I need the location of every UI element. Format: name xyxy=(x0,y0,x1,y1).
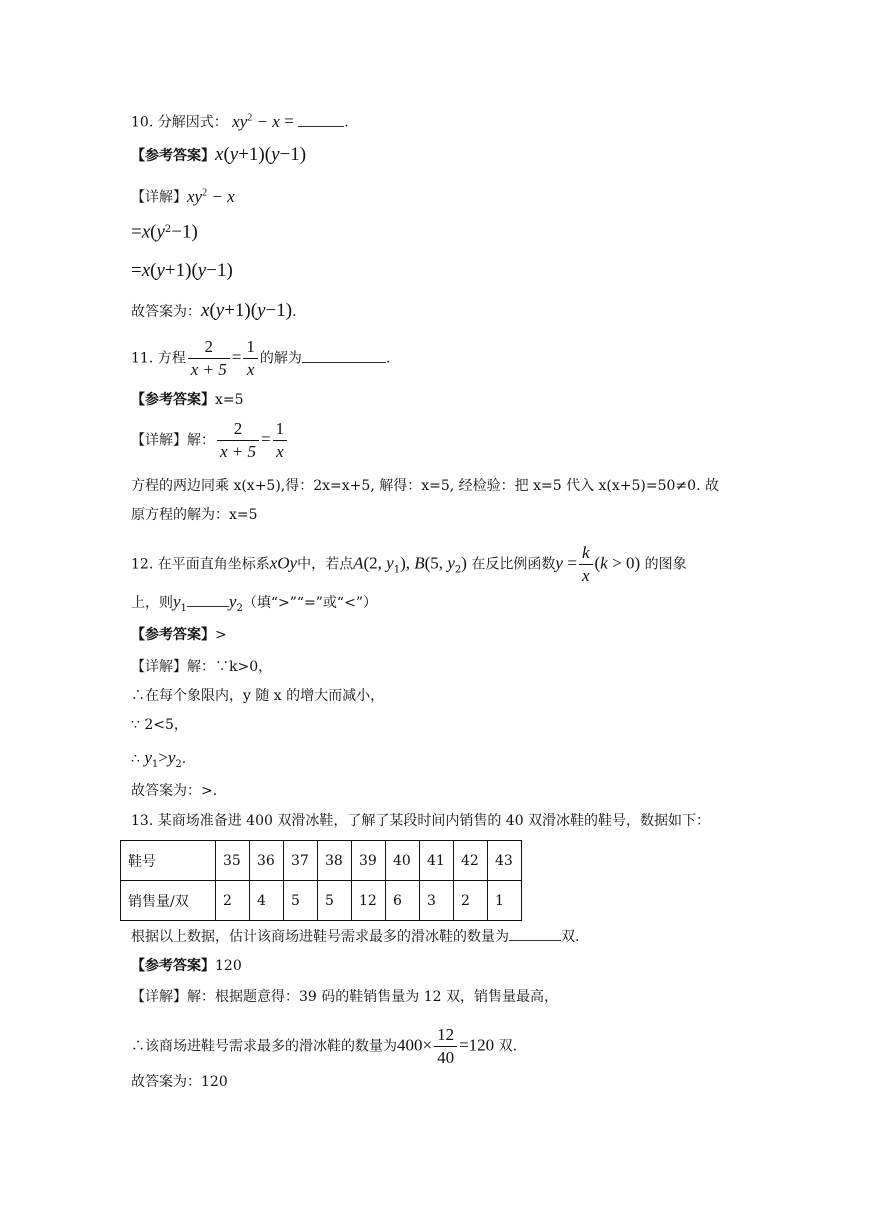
table-row xyxy=(121,841,522,881)
q10-conclusion: 故答案为：x(y+1)(y−1). xyxy=(131,300,297,321)
q11-detail-text: 方程的两边同乘 x(x+5),得：2x=x+5, 解得：x=5, 经检验：把 x=5 代入 x(x+5)=50≠0. 故 xyxy=(131,478,719,494)
q10-stem: 10. 分解因式： $xy^2 - x$ = . xyxy=(131,111,349,131)
table-cell: 6 xyxy=(386,881,420,921)
table-cell: 4 xyxy=(250,881,284,921)
q13-detail1: 【详解】解：根据题意得：39 码的鞋销售量为 12 双，销售量最高， xyxy=(131,989,558,1005)
table-cell: 1 xyxy=(488,881,522,921)
table-cell: 3 xyxy=(420,881,454,921)
q13-question: 根据以上数据，估计该商场进鞋号需求最多的滑冰鞋的数量为 双. xyxy=(131,926,579,947)
answer-blank xyxy=(302,348,386,363)
q11-detail-text2: 原方程的解为：x=5 xyxy=(131,507,258,523)
answer-blank xyxy=(298,112,344,127)
q12-answer: 【参考答案】> xyxy=(131,627,227,643)
q13-conclusion: 故答案为：120 xyxy=(131,1074,228,1090)
table-cell: 38 xyxy=(318,841,352,881)
q10-step2: =x(y+1)(y−1) xyxy=(131,260,233,281)
q12-stem: 12. 在平面直角坐标系xOy中，若点A(2, $y_1$), B(5, $y_2$) 在反比例函数y = $\frac{k}{x}$ (k > 0) 的图象 xyxy=(131,543,687,585)
answer-blank xyxy=(509,926,561,941)
q13-detail2: ∴该商场进鞋号需求最多的滑冰鞋的数量为400× $\frac{12}{40}$ =120 双. xyxy=(131,1025,518,1067)
answer-blank xyxy=(187,592,229,607)
table-cell: 5 xyxy=(318,881,352,921)
table-cell: 35 xyxy=(216,841,250,881)
table-cell: 42 xyxy=(454,841,488,881)
table-cell: 36 xyxy=(250,841,284,881)
table-cell: 2 xyxy=(454,881,488,921)
q10-step1: $=x(y^2-1)$ xyxy=(131,221,198,243)
q10-answer: 【参考答案】x(y+1)(y−1) xyxy=(131,144,307,165)
table-cell: 40 xyxy=(386,841,420,881)
table-row xyxy=(121,881,522,921)
table-cell: 39 xyxy=(352,841,386,881)
q12-stem2: 上，则$y_1$ $y_2$（填“>”“=”或“<”） xyxy=(131,592,377,614)
q10-detail: 【详解】$xy^2 - x$ xyxy=(131,186,235,206)
table-header-cell: 销售量/双 xyxy=(121,881,216,921)
table-cell: 41 xyxy=(420,841,454,881)
q12-detail4: ∴ $y_1>y_2$. xyxy=(131,748,187,770)
q12-conclusion: 故答案为：>. xyxy=(131,783,218,799)
q13-stem: 13. 某商场准备进 400 双滑冰鞋，了解了某段时间内销售的 40 双滑冰鞋的鞋号，数据如下： xyxy=(131,813,711,829)
table-cell: 43 xyxy=(488,841,522,881)
table-cell: 2 xyxy=(216,881,250,921)
shoe-size-table xyxy=(120,840,522,921)
q12-detail3: ∵ 2<5， xyxy=(131,717,188,733)
table-header-cell: 鞋号 xyxy=(121,841,216,881)
q11-detail: 【详解】解： $\frac{2}{x + 5}$ = $\frac{1}{x}$ xyxy=(131,418,289,463)
q13-answer: 【参考答案】120 xyxy=(131,958,242,974)
table-cell: 37 xyxy=(284,841,318,881)
table-cell: 5 xyxy=(284,881,318,921)
q12-detail2: ∴在每个象限内，y 随 x 的增大而减小， xyxy=(131,688,385,704)
table-cell: 12 xyxy=(352,881,386,921)
q11-stem: 11. 方程 $\frac{2}{x + 5}$ = $\frac{1}{x}$ 的解为 . xyxy=(131,337,391,379)
q12-detail1: 【详解】解：∵k>0， xyxy=(131,659,273,675)
q11-answer: 【参考答案】x=5 xyxy=(131,392,244,408)
